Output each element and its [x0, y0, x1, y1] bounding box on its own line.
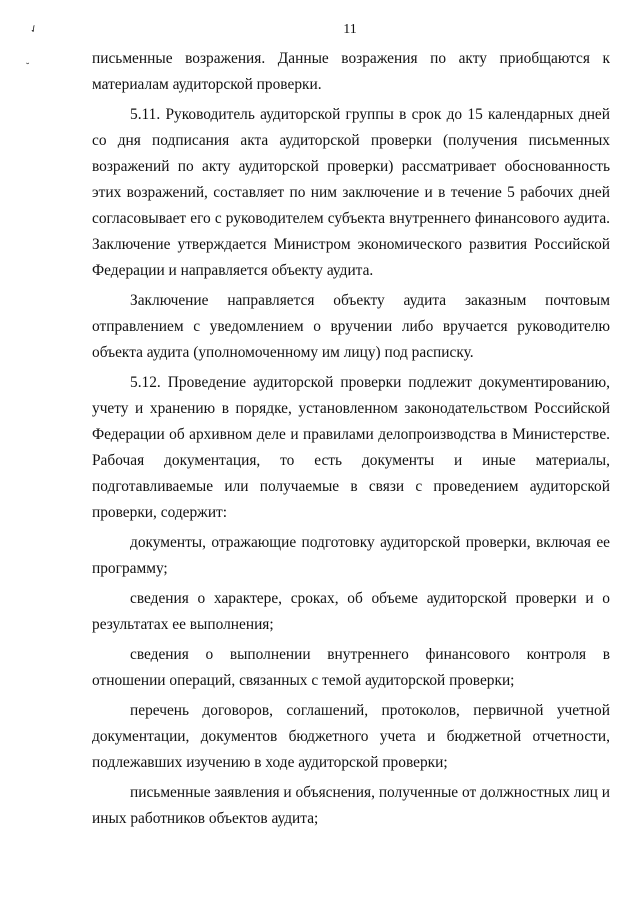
list-item: письменные заявления и объяснения, полученные от должностных лиц и иных работников объектов аудита;: [92, 784, 610, 827]
paragraph: письменные возражения. Данные возражения по акту приобщаются к материалам аудиторской проверки.: [92, 50, 610, 93]
page-number: 11: [343, 22, 357, 37]
scan-mark: ✓: [27, 22, 41, 37]
list-item: сведения о выполнении внутреннего финансового контроля в отношении операций, связанных с темой аудиторской проверки;: [92, 646, 610, 689]
list-item: сведения о характере, сроках, об объеме аудиторской проверки и о результатах ее выполнения;: [92, 590, 610, 633]
paragraph: 5.11. Руководитель аудиторской группы в срок до 15 календарных дней со дня подписания акта аудиторской проверки (получения письменных возражений по акту аудиторской проверки) рассматривает обоснованность этих возражений, составляет по ним заключение и в течение 5 рабочих дней согласовывает его с руководителем субъекта внутреннего финансового аудита. Заключение утверждается Министром экономического развития Российской Федерации и направляется объекту аудита.: [92, 106, 610, 279]
document-body: [92, 46, 610, 836]
list-item: перечень договоров, соглашений, протоколов, первичной учетной документации, документов бюджетного учета и бюджетной отчетности, подлежавших изучению в ходе аудиторской проверки;: [92, 702, 610, 771]
paragraph: Заключение направляется объекту аудита заказным почтовым отправлением с уведомлением о вручении либо вручается руководителю объекта аудита (уполномоченному им лицу) под расписку.: [92, 292, 610, 361]
list-item: документы, отражающие подготовку аудиторской проверки, включая ее программу;: [92, 534, 610, 577]
scan-mark: ˘: [26, 62, 30, 73]
paragraph: 5.12. Проведение аудиторской проверки подлежит документированию, учету и хранению в порядке, установленном законодательством Российской Федерации об архивном деле и правилами делопроизводства в Министерстве. Рабочая документация, то есть документы и иные материалы, подготавливаемые или получаемые в связи с проведением аудиторской проверки, содержит:: [92, 374, 610, 521]
